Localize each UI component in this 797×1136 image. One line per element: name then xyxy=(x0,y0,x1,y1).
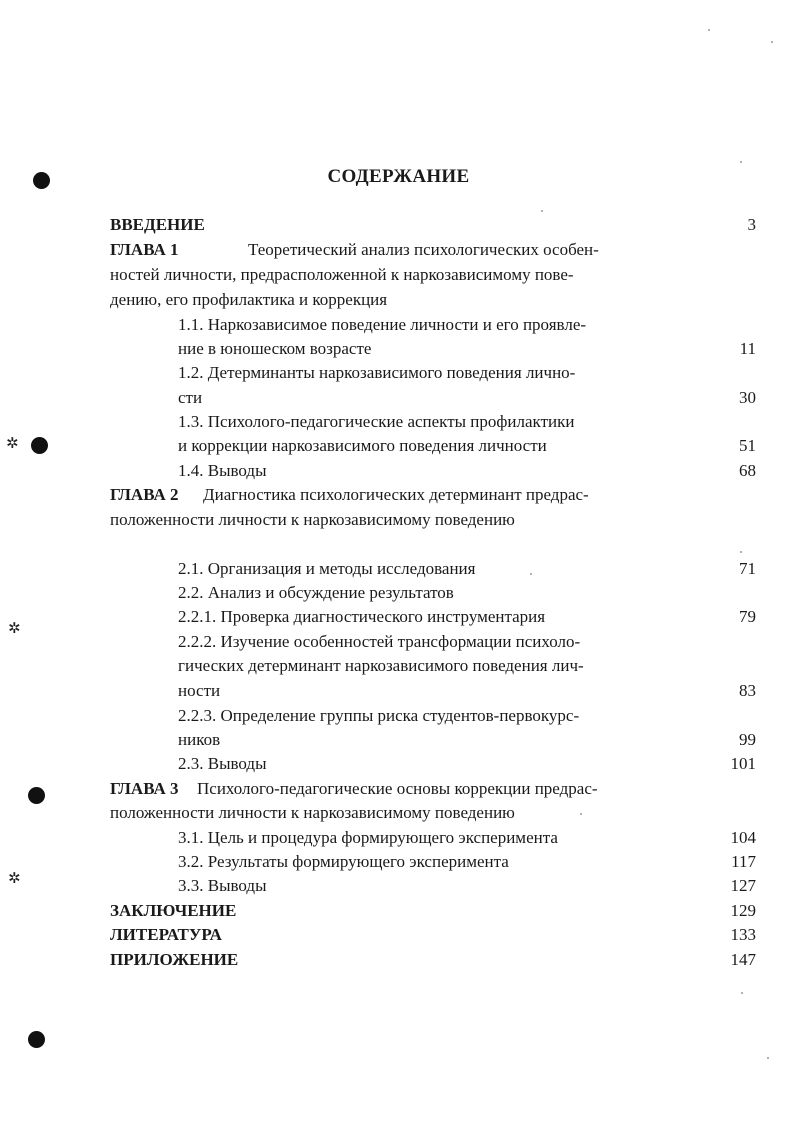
toc-section: ников xyxy=(178,730,221,749)
toc-section: сти xyxy=(178,388,203,407)
toc-section: 3.3. Выводы xyxy=(178,876,267,895)
toc-section: 1.2. Детерминанты наркозависимого поведения лично- xyxy=(178,363,576,382)
toc-chapter-label: ГЛАВА 2 xyxy=(110,485,179,504)
toc-section: 1.4. Выводы xyxy=(178,461,267,480)
toc-page-number: 30 xyxy=(739,388,756,407)
toc-chapter-title: положенности личности к наркозависимому поведению xyxy=(110,803,515,822)
toc-literature: ЛИТЕРАТУРА xyxy=(110,925,222,944)
toc-page-number: 83 xyxy=(739,681,756,700)
toc-chapter-title: положенности личности к наркозависимому поведению xyxy=(110,510,515,529)
scan-speck xyxy=(741,992,743,994)
scan-mark-icon: ✲ xyxy=(8,869,21,887)
page-title: СОДЕРЖАНИЕ xyxy=(327,166,470,187)
toc-section: 2.3. Выводы xyxy=(178,754,267,773)
toc-section: 2.2.3. Определение группы риска студентов-первокурс- xyxy=(178,706,580,725)
toc-page-number: 117 xyxy=(731,852,756,871)
toc-page-number: 79 xyxy=(739,607,756,626)
toc-appendix: ПРИЛОЖЕНИЕ xyxy=(110,950,239,969)
toc-section: гических детерминант наркозависимого поведения лич- xyxy=(178,656,584,675)
scan-speck xyxy=(530,573,532,575)
toc-section: ние в юношеском возрасте xyxy=(178,339,372,358)
toc-page-number: 68 xyxy=(739,461,756,480)
toc-page-number: 11 xyxy=(739,339,756,358)
toc-section: 2.1. Организация и методы исследования xyxy=(178,559,476,578)
toc-chapter-label: ГЛАВА 1 xyxy=(110,240,179,259)
toc-chapter-label: ГЛАВА 3 xyxy=(110,779,179,798)
scan-mark-icon: ✲ xyxy=(6,434,19,452)
toc-intro: ВВЕДЕНИЕ xyxy=(110,215,205,234)
toc-chapter-title: Психолого-педагогические основы коррекции предрас- xyxy=(197,779,598,798)
toc-section: 2.2. Анализ и обсуждение результатов xyxy=(178,583,454,602)
punch-hole-3 xyxy=(28,787,45,804)
toc-section: 2.2.2. Изучение особенностей трансформации психоло- xyxy=(178,632,581,651)
scan-mark-icon: ✲ xyxy=(8,619,21,637)
scan-speck xyxy=(708,29,710,31)
toc-page-number: 101 xyxy=(730,754,756,773)
toc-section: 3.1. Цель и процедура формирующего эксперимента xyxy=(178,828,558,847)
toc-page-number: 127 xyxy=(730,876,756,895)
scan-speck xyxy=(541,210,543,212)
toc-section: 1.3. Психолого-педагогические аспекты профилактики xyxy=(178,412,575,431)
toc-page-number: 99 xyxy=(739,730,756,749)
toc-page-number: 3 xyxy=(747,215,756,234)
toc-section: и коррекции наркозависимого поведения личности xyxy=(178,436,547,455)
toc-section: 2.2.1. Проверка диагностического инструментария xyxy=(178,607,546,626)
toc-chapter-title: Диагностика психологических детерминант предрас- xyxy=(203,485,589,504)
toc-section: ности xyxy=(178,681,221,700)
toc-section: 1.1. Наркозависимое поведение личности и его проявле- xyxy=(178,315,587,334)
toc-page-number: 104 xyxy=(730,828,756,847)
toc-page-number: 129 xyxy=(730,901,756,920)
scan-speck xyxy=(771,41,773,43)
toc-page-number: 51 xyxy=(739,436,756,455)
toc-page-number: 71 xyxy=(739,559,756,578)
scan-speck xyxy=(767,1057,769,1059)
toc-page-number: 133 xyxy=(730,925,756,944)
scan-speck xyxy=(740,551,742,553)
toc-chapter-title: дению, его профилактика и коррекция xyxy=(110,290,388,309)
scan-speck xyxy=(580,813,582,815)
toc-conclusion: ЗАКЛЮЧЕНИЕ xyxy=(110,901,237,920)
punch-hole-2 xyxy=(31,437,48,454)
punch-hole-4 xyxy=(28,1031,45,1048)
toc-chapter-title: Теоретический анализ психологических особен- xyxy=(248,240,599,259)
scan-speck xyxy=(740,161,742,163)
toc-section: 3.2. Результаты формирующего эксперимента xyxy=(178,852,509,871)
toc-page-number: 147 xyxy=(730,950,756,969)
toc-chapter-title: ностей личности, предрасположенной к наркозависимому пове- xyxy=(110,265,574,284)
